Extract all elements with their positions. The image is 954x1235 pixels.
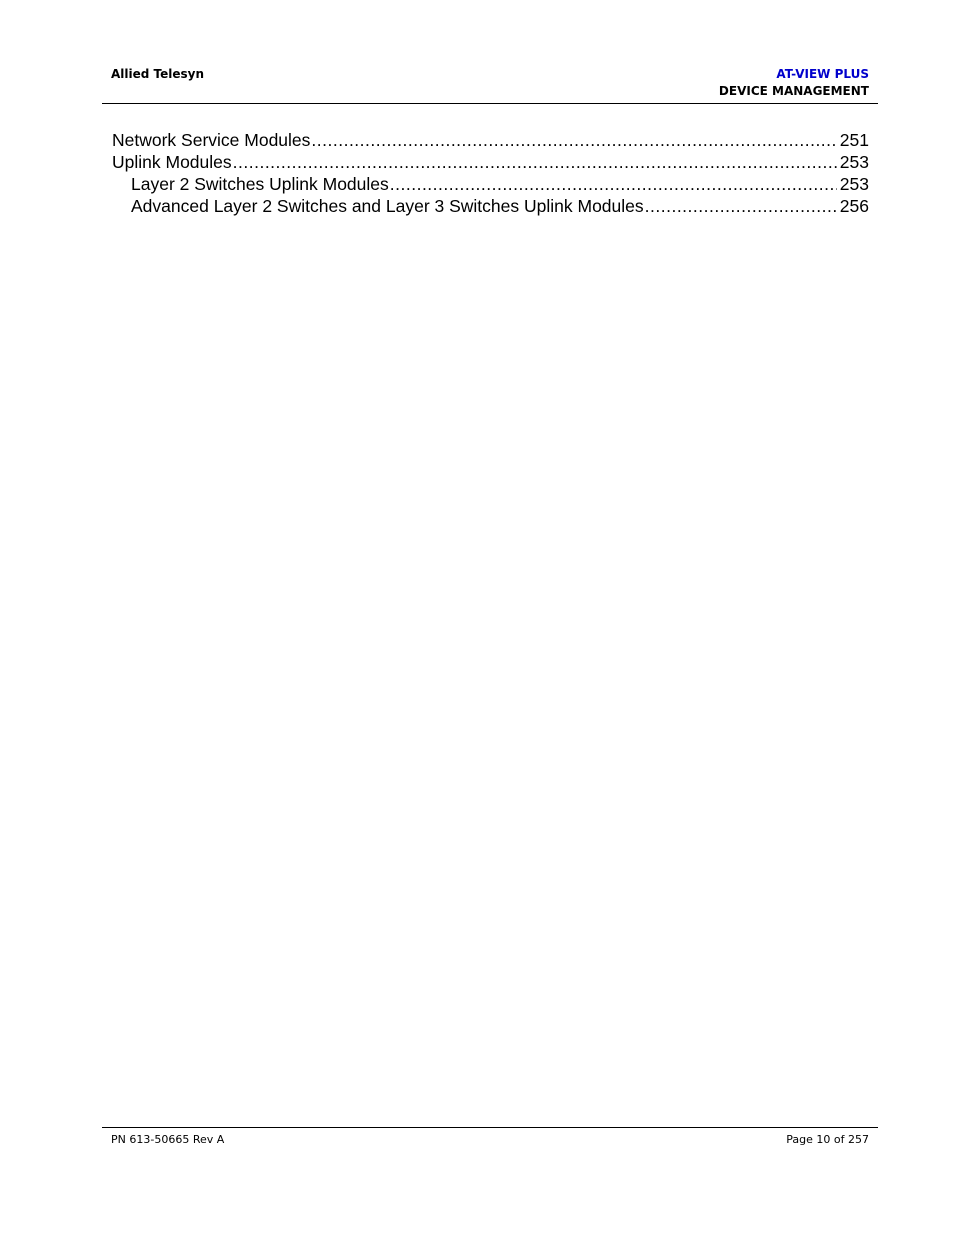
toc-entry-layer2-uplink-modules[interactable] [112,173,869,195]
toc-entry-page[interactable]: 256 [839,196,869,216]
toc-dot-leader [233,151,837,173]
header-divider [102,103,878,104]
toc-entry-advanced-layer2-layer3-uplink-modules[interactable] [112,195,869,217]
footer-page-number: Page 10 of 257 [786,1133,869,1146]
toc-entry-page[interactable]: 253 [839,152,869,172]
footer-divider [102,1127,878,1128]
toc-dot-leader [645,195,837,217]
toc-dot-leader [311,129,836,151]
toc-entry-title[interactable]: Uplink Modules [112,152,232,172]
footer-part-number: PN 613-50665 Rev A [111,1133,225,1146]
header-product: AT-VIEW PLUS [776,67,869,81]
toc-entry-title[interactable]: Layer 2 Switches Uplink Modules [131,174,389,194]
toc-entry-page[interactable]: 253 [839,174,869,194]
table-of-contents [112,129,869,217]
toc-entry-title[interactable]: Network Service Modules [112,130,311,150]
header-section: DEVICE MANAGEMENT [718,84,869,98]
header-company: Allied Telesyn [111,67,205,81]
toc-entry-page[interactable]: 251 [839,130,869,150]
toc-entry-uplink-modules[interactable] [112,151,869,173]
toc-entry-title[interactable]: Advanced Layer 2 Switches and Layer 3 Switches Uplink Modules [131,196,644,216]
toc-dot-leader [390,173,837,195]
toc-entry-network-service-modules[interactable] [112,129,869,151]
header-titles [719,66,869,100]
